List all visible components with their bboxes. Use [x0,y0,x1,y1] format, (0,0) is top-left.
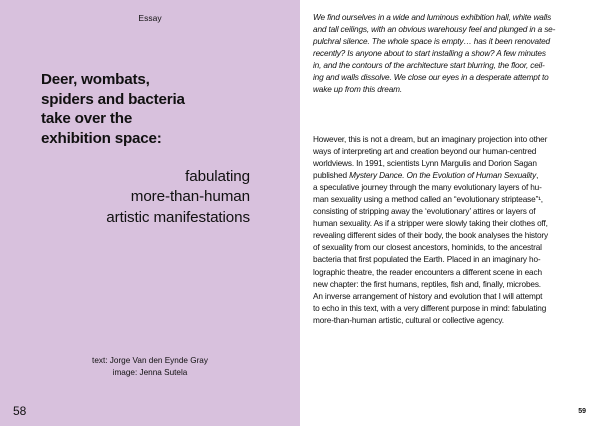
subtitle-line: more-than-human [130,188,250,206]
intro-line: and tall ceilings, with an obvious warehousy feel and plunged in a se- [313,25,556,35]
credits [0,355,300,379]
intro-line: recently? Is anyone about to start installing a show? A few minutes [313,49,546,59]
section-label: Essay [138,13,162,23]
subtitle-line: artistic manifestations [106,208,250,226]
subtitle [106,167,250,228]
credit-text: text: Jorge Van den Eynde Gray [92,356,208,365]
title-bold-line: spiders and bacteria [41,90,185,108]
body-line: human sexuality. As if a stripper were slowly taking their clothes off, [313,219,548,229]
title-bold [41,70,291,148]
body-line: worldviews. In 1991, scientists Lynn Margulis and Dorion Sagan [313,159,537,169]
intro-paragraph [313,12,589,96]
book-title: Mystery Dance. On the Evolution of Human Sexuality [349,171,537,181]
body-line: However, this is not a dream, but an imaginary projection into other [313,135,548,144]
subtitle-line: fabulating [185,168,250,185]
page-number-left: 58 [13,404,27,418]
intro-line: in, and the contours of the architecture start blurring, the floor, ceil- [313,61,545,71]
intro-line: pulchral silence. The whole space is empty… has it been renovated [313,37,550,47]
body-line: of sexuality from our closest ancestors, hominids, to the ancestral [313,243,542,253]
page-number-right: 59 [578,408,586,415]
title-bold-line: take over the [41,110,133,128]
body-line: revealing different sides of their body, the book analyses the history [313,231,549,241]
body-line: bacteria that first populated the Earth. Placed in an imaginary ho- [313,255,541,265]
body-line: lographic theatre, the reader encounters a different scene in each [313,267,542,277]
body-line: consisting of stripping away the ‘evolutionary’ attires or layers of [313,207,536,217]
body-line: new chapter: the first humans, reptiles, fish and, finally, microbes. [313,279,541,289]
body-line: An inverse arrangement of history and evolution that I will attempt [313,291,543,301]
body-line: published Mystery Dance. On the Evolution of Human Sexuality, [313,171,539,181]
credit-image: image: Jenna Sutela [112,368,188,377]
title-bold-line: exhibition space: [41,129,162,147]
title-bold-line: Deer, wombats, [41,71,150,88]
body-line: ways of interpreting art and creation beyond our human-centred [313,147,537,157]
body-line: to echo in this text, with a very different purpose in mind: fabulating [313,303,547,313]
right-page [300,0,600,426]
body-paragraph [313,134,589,327]
intro-line: We find ourselves in a wide and luminous exhibition hall, white walls [313,13,552,22]
body-line: man sexuality using a method called an “evolutionary striptease”¹, [313,195,543,205]
body-line: more-than-human artistic, cultural or collective agency. [313,315,504,325]
body-line: a speculative journey through the many evolutionary layers of hu- [313,183,542,193]
intro-line: ing and walls dissolve. We close our eyes in a desperate attempt to [313,73,549,83]
intro-line: wake up from this dream. [313,85,403,95]
